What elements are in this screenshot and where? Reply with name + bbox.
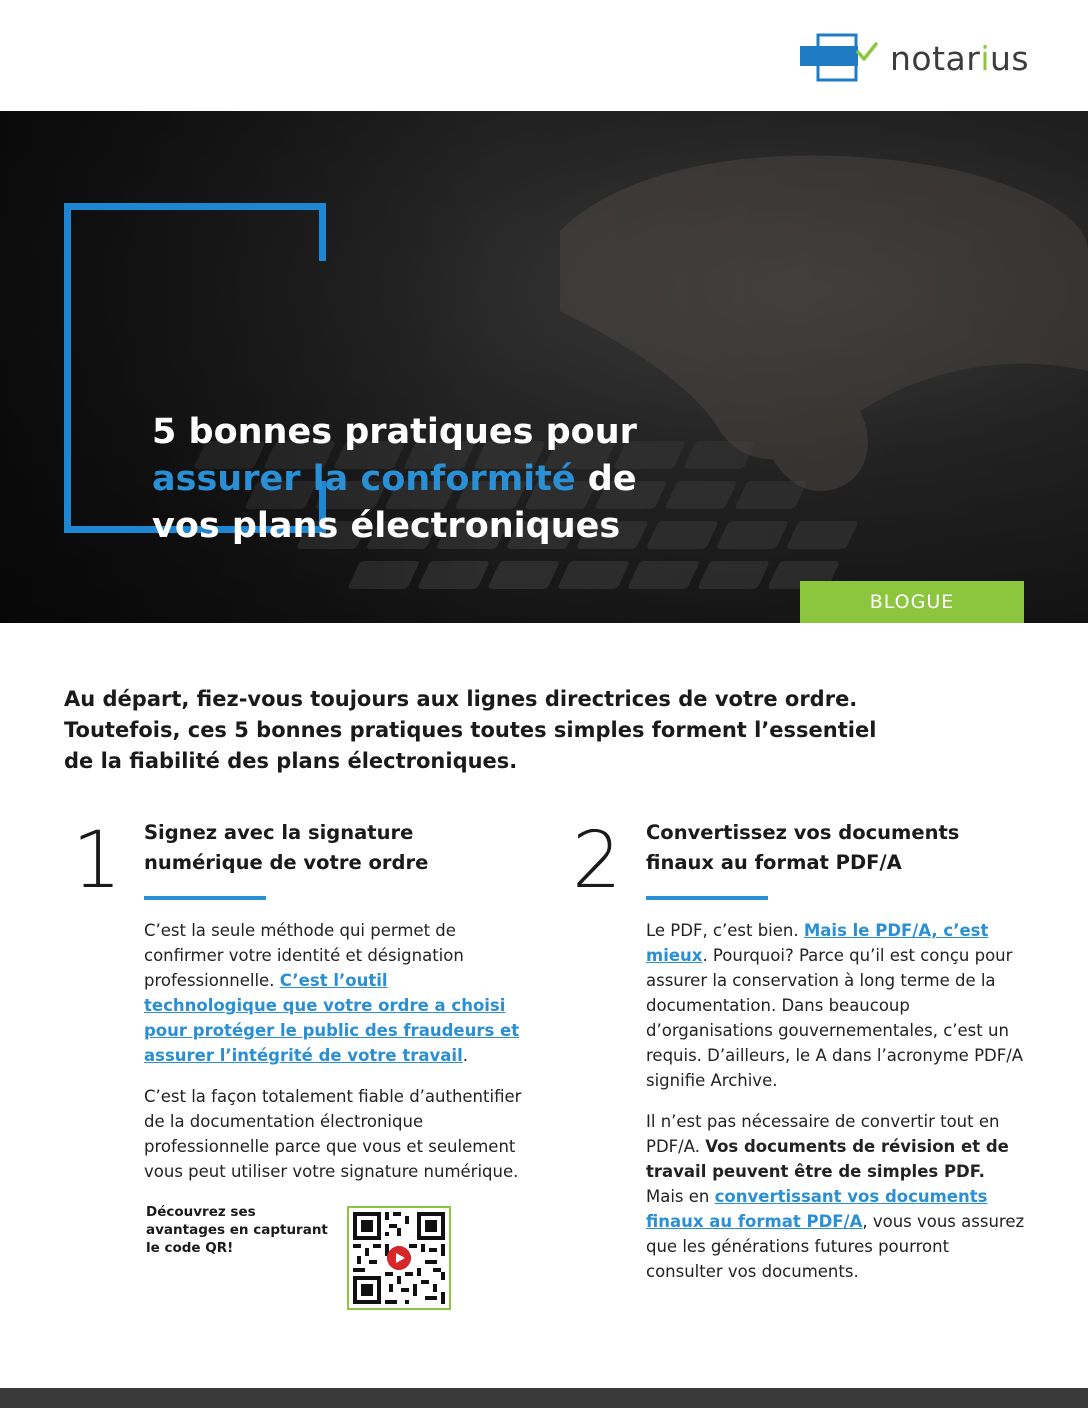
title-underline: [144, 896, 266, 900]
hero-title-line-3: vos plans électroniques: [152, 506, 621, 546]
paragraph: Il n’est pas nécessaire de convertir tout en PDF/A. Vos documents de révision et de travail peuvent être de simples PDF. Mais en convertissant vos documents finaux au format PDF/A, vous vous assurez que les générations futures pourront consulter vos documents.: [646, 1112, 1025, 1281]
signature-tool-link[interactable]: C’est l’outil technologique que votre ordre a choisi pour protéger le public des fraudeurs et assurer l’intégrité de votre travail: [144, 971, 520, 1065]
hero-title-highlight: assurer la conformité: [152, 459, 576, 499]
title-underline: [646, 896, 768, 900]
hero-title-line-1: 5 bonnes pratiques pour: [152, 412, 637, 452]
hero-title: [152, 409, 692, 550]
qr-code[interactable]: [347, 1206, 451, 1310]
logo-wordmark: notarius: [890, 38, 1030, 78]
notarius-logo: [800, 32, 1029, 84]
pdfa-better-link[interactable]: Mais le PDF/A, c’est mieux: [646, 921, 989, 965]
blog-badge: BLOGUE: [800, 581, 1024, 623]
hero-title-line-2: assurer la conformité de: [152, 459, 637, 499]
qr-code-icon: [349, 1208, 449, 1308]
paragraph: Le PDF, c’est bien. Mais le PDF/A, c’est mieux. Pourquoi? Parce qu’il est conçu pour assurer la conservation à long terme de la documentation. Dans beaucoup d’organisations gouvernementales, c’est un requis. D’ailleurs, le A dans l’acronyme PDF/A signifie Archive.: [646, 921, 1024, 1090]
practice-number: 1: [72, 816, 122, 906]
practice-title: Convertissez vos documents finaux au format PDF/A: [646, 821, 960, 874]
qr-caption: Découvrez ses avantages en capturant le code QR!: [146, 1204, 328, 1256]
hero-banner: [0, 111, 1088, 623]
paragraph: C’est la seule méthode qui permet de confirmer votre identité et désignation professionnelle. C’est l’outil technologique que votre ordre a choisi pour protéger le public des fraudeurs et assurer l’intégrité de votre travail.: [144, 921, 520, 1065]
footer-bar: [0, 1388, 1088, 1408]
practice-number: 2: [572, 816, 622, 906]
intro-text: Au départ, fiez-vous toujours aux lignes directrices de votre ordre. Toutefois, ces 5 bonnes pratiques toutes simples forment l’essentiel de la fiabilité des plans électroniques.: [64, 687, 877, 773]
practice-title: Signez avec la signature numérique de votre ordre: [144, 821, 429, 874]
notarius-logo-icon: [800, 32, 878, 84]
convert-pdfa-link[interactable]: convertissant vos documents finaux au format PDF/A: [646, 1187, 988, 1231]
paragraph: C’est la façon totalement fiable d’authentifier de la documentation électronique professionnelle parce que vous et seulement vous peut utiliser votre signature numérique.: [144, 1087, 522, 1181]
